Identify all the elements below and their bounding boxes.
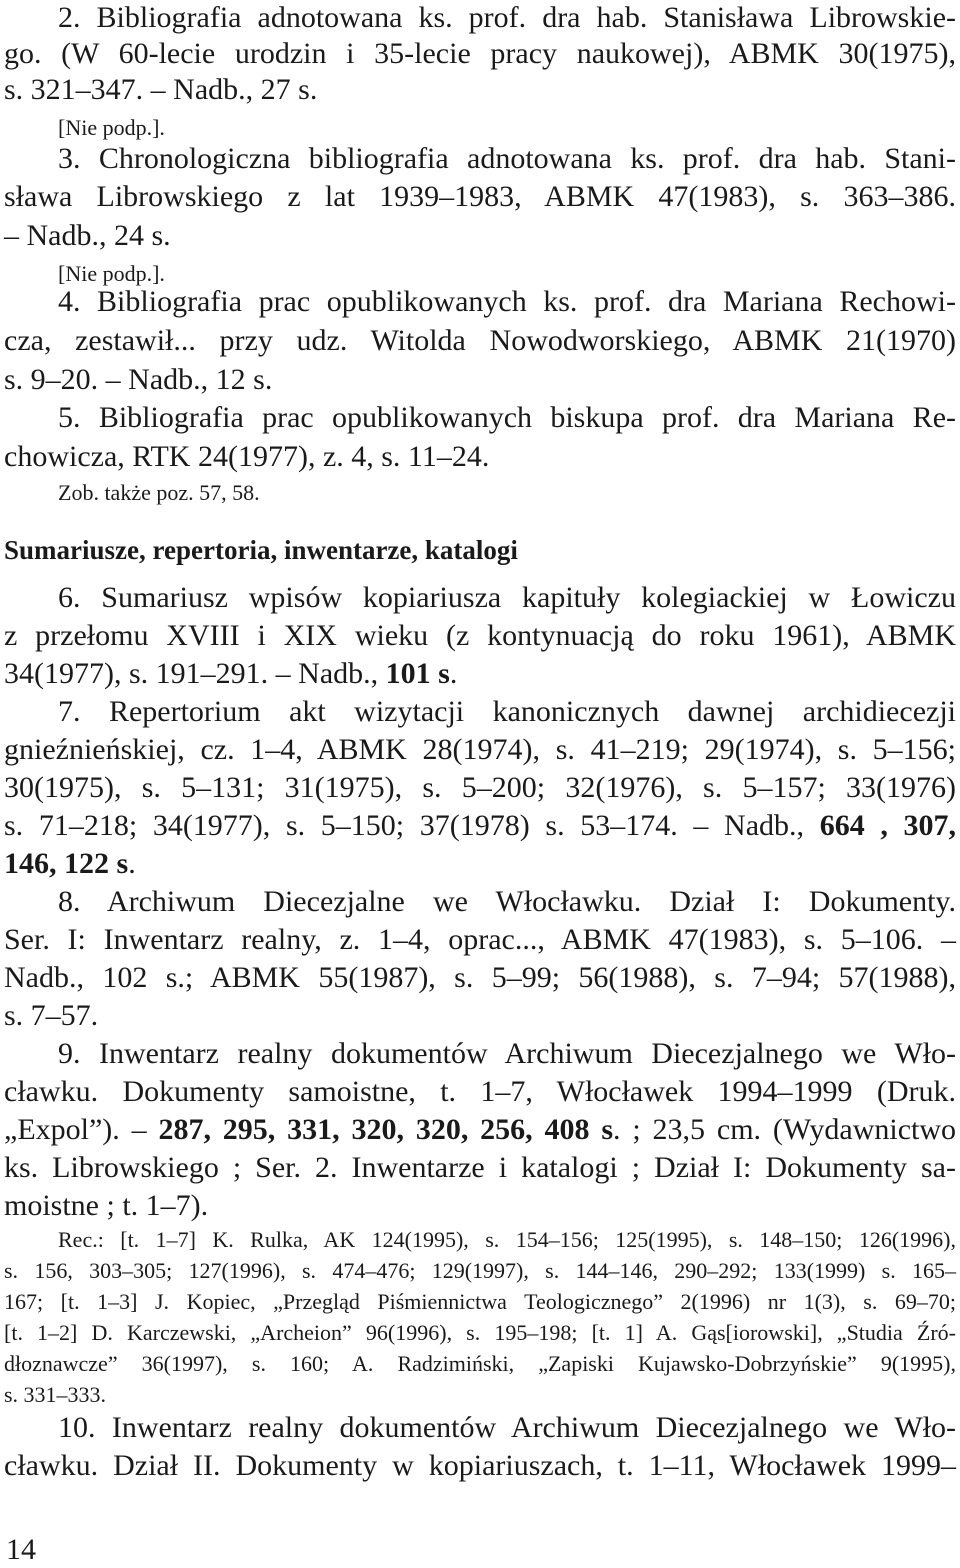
entry-8-line-3: Nadb., 102 s.; ABMK 55(1987), s. 5–99; 56(1988), s. 7–94; 57(1988), xyxy=(4,961,956,994)
entry-9-line-2: cławku. Dokumenty samoistne, t. 1–7, Włocławek 1994–1999 (Druk. xyxy=(4,1075,956,1108)
entry-2-line-2: go. (W 60-lecie urodzin i 35-lecie pracy naukowej), ABMK 30(1975), xyxy=(4,37,956,70)
entry-7-line-5 xyxy=(4,846,956,882)
entry-7-pages-bold-2: 146, 122 s xyxy=(4,847,129,880)
entry-8-line-1: 8. Archiwum Diecezjalne we Włocławku. Dział I: Dokumenty. xyxy=(58,885,956,918)
entry-7-line-1: 7. Repertorium akt wizytacji kanonicznych dawnej archidiecezji xyxy=(58,695,956,728)
entry-9-review-5: dłoznawcze” 36(1997), s. 160; A. Radzimiński, „Zapiski Kujawsko-Dobrzyńskie” 9(1995), xyxy=(4,1351,956,1376)
entry-5-line-2: chowicza, RTK 24(1977), z. 4, s. 11–24. xyxy=(4,440,490,473)
entry-9-line-1: 9. Inwentarz realny dokumentów Archiwum Diecezjalnego we Wło- xyxy=(58,1037,956,1070)
entry-9-line-3-text: „Expol”). – xyxy=(4,1113,159,1146)
entry-6-line-3 xyxy=(4,656,956,692)
entry-9-review-4: [t. 1–2] D. Karczewski, „Archeion” 96(1996), s. 195–198; [t. 1] A. Gąs[iorowski], „Studia Źró- xyxy=(4,1320,956,1345)
entry-7-line-4 xyxy=(4,808,956,844)
entry-6-line-3-end: . xyxy=(449,657,458,690)
entry-8-line-4: s. 7–57. xyxy=(4,999,99,1032)
entry-9-line-4: ks. Librowskiego ; Ser. 2. Inwentarze i katalogi ; Dział I: Dokumenty sa- xyxy=(4,1151,956,1184)
entry-6-line-2: z przełomu XVIII i XIX wieku (z kontynuacją do roku 1961), ABMK xyxy=(4,619,956,652)
entry-4-line-1: 4. Bibliografia prac opublikowanych ks. prof. dra Mariana Rechowi- xyxy=(58,285,956,318)
entry-9-review-6: s. 331–333. xyxy=(4,1382,107,1407)
entry-5-note: Zob. także poz. 57, 58. xyxy=(58,480,260,505)
entry-9-line-3 xyxy=(4,1112,956,1148)
entry-4-line-2: cza, zestawił... przy udz. Witolda Nowodworskiego, ABMK 21(1970) xyxy=(4,324,956,357)
entry-3-line-2: sława Librowskiego z lat 1939–1983, ABMK 47(1983), s. 363–386. xyxy=(4,180,956,213)
entry-9-pages-bold: 287, 295, 331, 320, 320, 256, 408 s xyxy=(158,1113,614,1146)
page-number: 14 xyxy=(6,1533,36,1566)
entry-6-pages-bold: 101 s xyxy=(385,657,450,690)
entry-4-line-3: s. 9–20. – Nadb., 12 s. xyxy=(4,363,273,396)
entry-3-line-1: 3. Chronologiczna bibliografia adnotowana ks. prof. dra hab. Stani- xyxy=(58,142,956,175)
entry-9-review-1: Rec.: [t. 1–7] K. Rulka, AK 124(1995), s. 154–156; 125(1995), s. 148–150; 126(1996), xyxy=(58,1227,956,1252)
entry-10-line-2: cławku. Dział II. Dokumenty w kopiariuszach, t. 1–11, Włocławek 1999– xyxy=(4,1449,956,1482)
entry-6-line-1: 6. Sumariusz wpisów kopiariusza kapituły kolegiackiej w Łowiczu xyxy=(58,581,956,614)
entry-7-line-5-end: . xyxy=(128,847,136,880)
entry-9-review-2: s. 156, 303–305; 127(1996), s. 474–476; 129(1997), s. 144–146, 290–292; 133(1999) s. 165– xyxy=(4,1258,956,1283)
entry-9-line-5: moistne ; t. 1–7). xyxy=(4,1189,209,1222)
entry-8-line-2: Ser. I: Inwentarz realny, z. 1–4, oprac..., ABMK 47(1983), s. 5–106. – xyxy=(4,923,956,956)
entry-7-line-3: 30(1975), s. 5–131; 31(1975), s. 5–200; 32(1976), s. 5–157; 33(1976) xyxy=(4,771,956,804)
entry-7-line-2: gnieźnieńskiej, cz. 1–4, ABMK 28(1974), s. 41–219; 29(1974), s. 5–156; xyxy=(4,733,956,766)
entry-5-line-1: 5. Bibliografia prac opublikowanych biskupa prof. dra Mariana Re- xyxy=(58,401,956,434)
entry-3-line-3: – Nadb., 24 s. xyxy=(4,219,171,252)
entry-7-line-4-text: s. 71–218; 34(1977), s. 5–150; 37(1978) s. 53–174. – Nadb., xyxy=(4,809,820,842)
entry-3-note: [Nie podp.]. xyxy=(58,261,165,286)
entry-9-line-3-end: . ; 23,5 cm. (Wydawnictwo xyxy=(613,1113,957,1146)
entry-2-note: [Nie podp.]. xyxy=(58,115,165,140)
entry-10-line-1: 10. Inwentarz realny dokumentów Archiwum Diecezjalnego we Wło- xyxy=(58,1411,956,1444)
entry-6-line-3-text: 34(1977), s. 191–291. – Nadb., xyxy=(4,657,386,690)
section-heading: Sumariusze, repertoria, inwentarze, katalogi xyxy=(4,535,518,565)
entry-2-line-1: 2. Bibliografia adnotowana ks. prof. dra hab. Stanisława Librowskie- xyxy=(58,1,956,34)
entry-2-line-3: s. 321–347. – Nadb., 27 s. xyxy=(4,73,318,106)
entry-7-pages-bold-1: 664 , 307, xyxy=(819,809,956,842)
entry-9-review-3: 167; [t. 1–3] J. Kopiec, „Przegląd Piśmiennictwa Teologicznego” 2(1996) nr 1(3), s. 69–70; xyxy=(4,1289,956,1314)
